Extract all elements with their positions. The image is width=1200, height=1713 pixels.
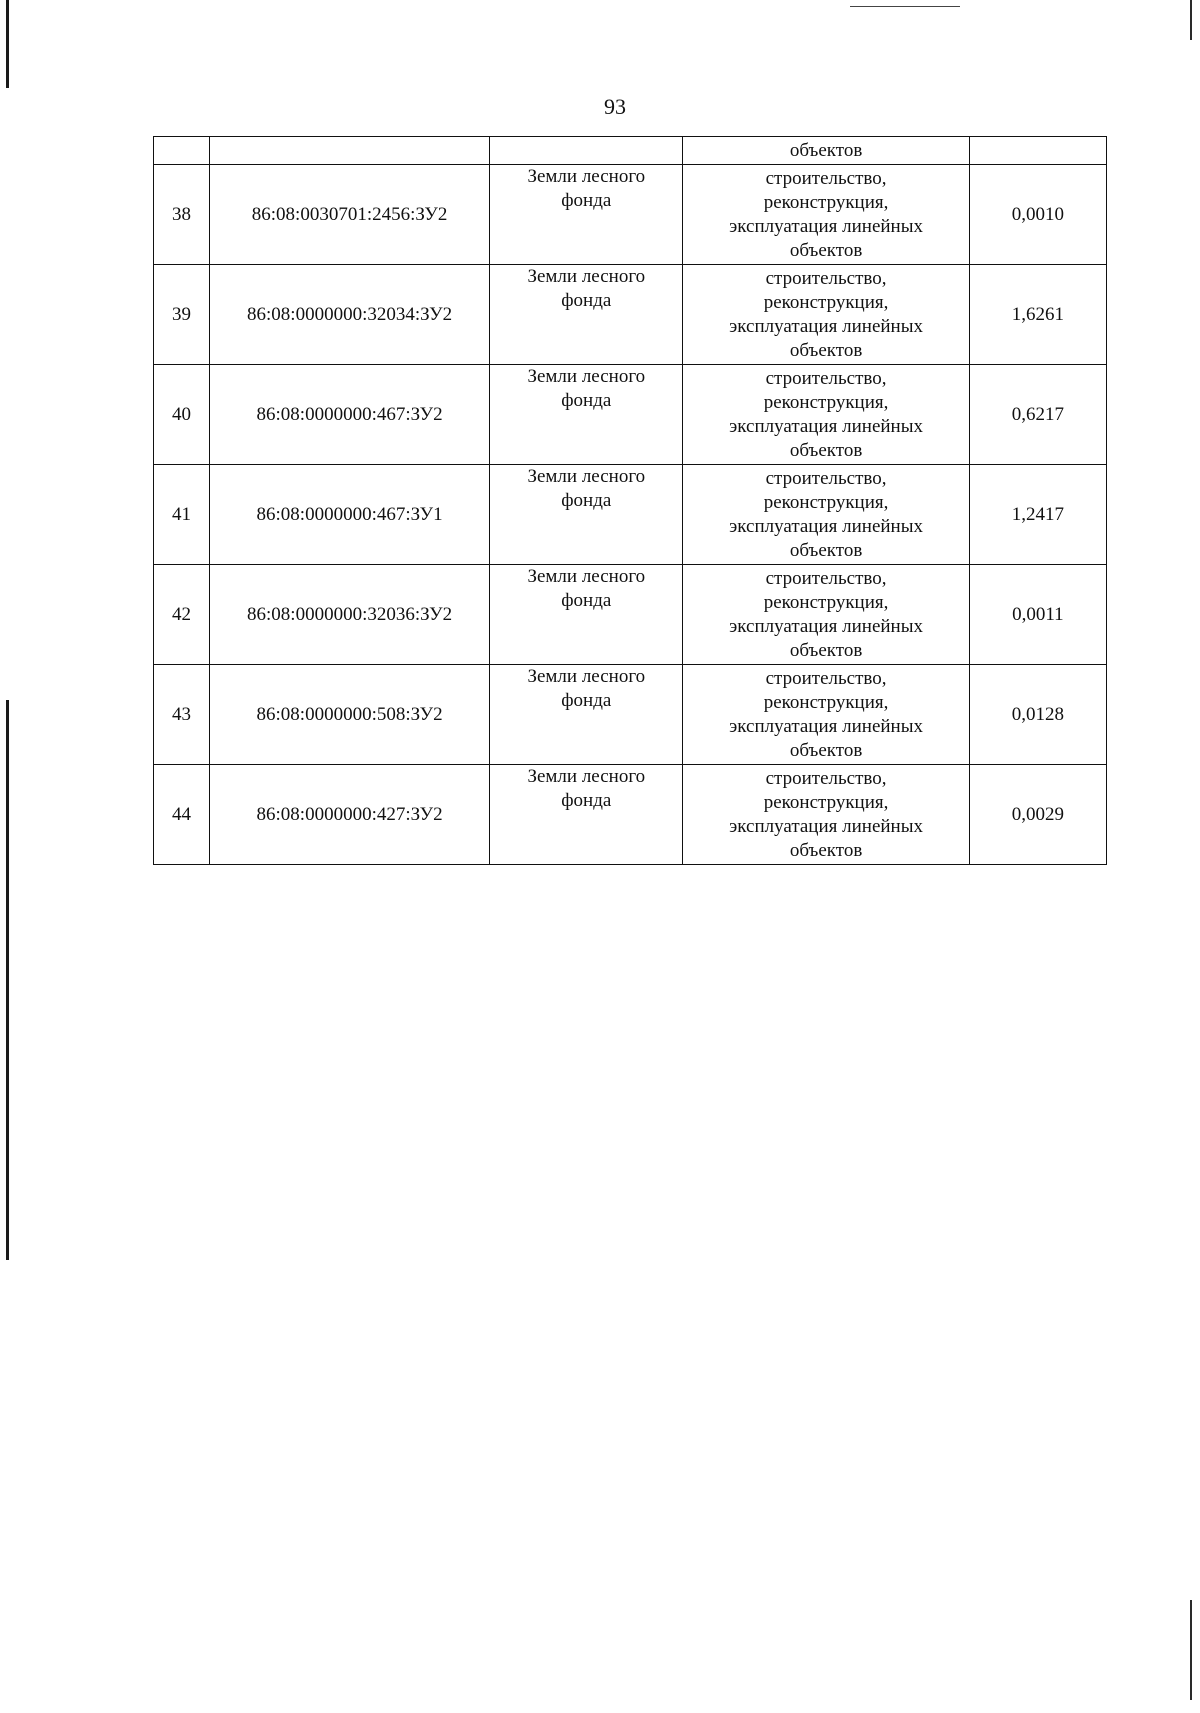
cell-cadastral-number: 86:08:0000000:32034:ЗУ2 [209,265,489,365]
cell-permitted-use: строительство, реконструкция, эксплуатация линейных объектов [683,465,970,565]
table-row [154,565,1107,665]
cell-land-category: Земли лесного фонда [490,765,683,865]
page-number: 93 [604,94,626,119]
cell-land-category: Земли лесного фонда [490,365,683,465]
cell-area: 1,6261 [969,265,1106,365]
cell-cadastral-number: 86:08:0000000:32036:ЗУ2 [209,565,489,665]
table-row [154,365,1107,465]
table-row [154,665,1107,765]
cell-permitted-use: строительство, реконструкция, эксплуатация линейных объектов [683,365,970,465]
cell-area: 0,0128 [969,665,1106,765]
table-body [154,137,1107,865]
cell-area [969,137,1106,165]
cell-permitted-use: строительство, реконструкция, эксплуатация линейных объектов [683,565,970,665]
cell-cadastral-number [209,137,489,165]
cell-land-category: Земли лесного фонда [490,465,683,565]
cell-area: 0,0029 [969,765,1106,865]
land-plots-table [153,136,1107,865]
cell-cadastral-number: 86:08:0030701:2456:ЗУ2 [209,165,489,265]
scan-edge-left-middle [6,700,9,1260]
table-row-continuation [154,137,1107,165]
cell-number [154,137,210,165]
cell-number: 43 [154,665,210,765]
cell-permitted-use: строительство, реконструкция, эксплуатация линейных объектов [683,265,970,365]
scan-edge-left-upper [6,0,9,88]
cell-permitted-use: строительство, реконструкция, эксплуатация линейных объектов [683,665,970,765]
cell-area: 0,0011 [969,565,1106,665]
cell-number: 42 [154,565,210,665]
cell-cadastral-number: 86:08:0000000:467:ЗУ1 [209,465,489,565]
cell-land-category: Земли лесного фонда [490,265,683,365]
table-row [154,465,1107,565]
scan-edge-right-bottom [1190,1600,1192,1700]
cell-land-category: Земли лесного фонда [490,165,683,265]
table-row [154,765,1107,865]
cell-permitted-use: строительство, реконструкция, эксплуатация линейных объектов [683,165,970,265]
cell-permitted-use: объектов [683,137,970,165]
cell-permitted-use: строительство, реконструкция, эксплуатация линейных объектов [683,765,970,865]
table-row [154,265,1107,365]
cell-land-category: Земли лесного фонда [490,665,683,765]
cell-cadastral-number: 86:08:0000000:427:ЗУ2 [209,765,489,865]
cell-area: 0,6217 [969,365,1106,465]
scan-edge-right-top [1190,0,1192,40]
cell-number: 39 [154,265,210,365]
scan-top-rule [850,6,960,7]
cell-number: 41 [154,465,210,565]
cell-area: 1,2417 [969,465,1106,565]
table-row [154,165,1107,265]
cell-number: 44 [154,765,210,865]
cell-area: 0,0010 [969,165,1106,265]
cell-land-category: Земли лесного фонда [490,565,683,665]
cell-cadastral-number: 86:08:0000000:467:ЗУ2 [209,365,489,465]
cell-land-category [490,137,683,165]
cell-number: 40 [154,365,210,465]
cell-number: 38 [154,165,210,265]
cell-cadastral-number: 86:08:0000000:508:ЗУ2 [209,665,489,765]
